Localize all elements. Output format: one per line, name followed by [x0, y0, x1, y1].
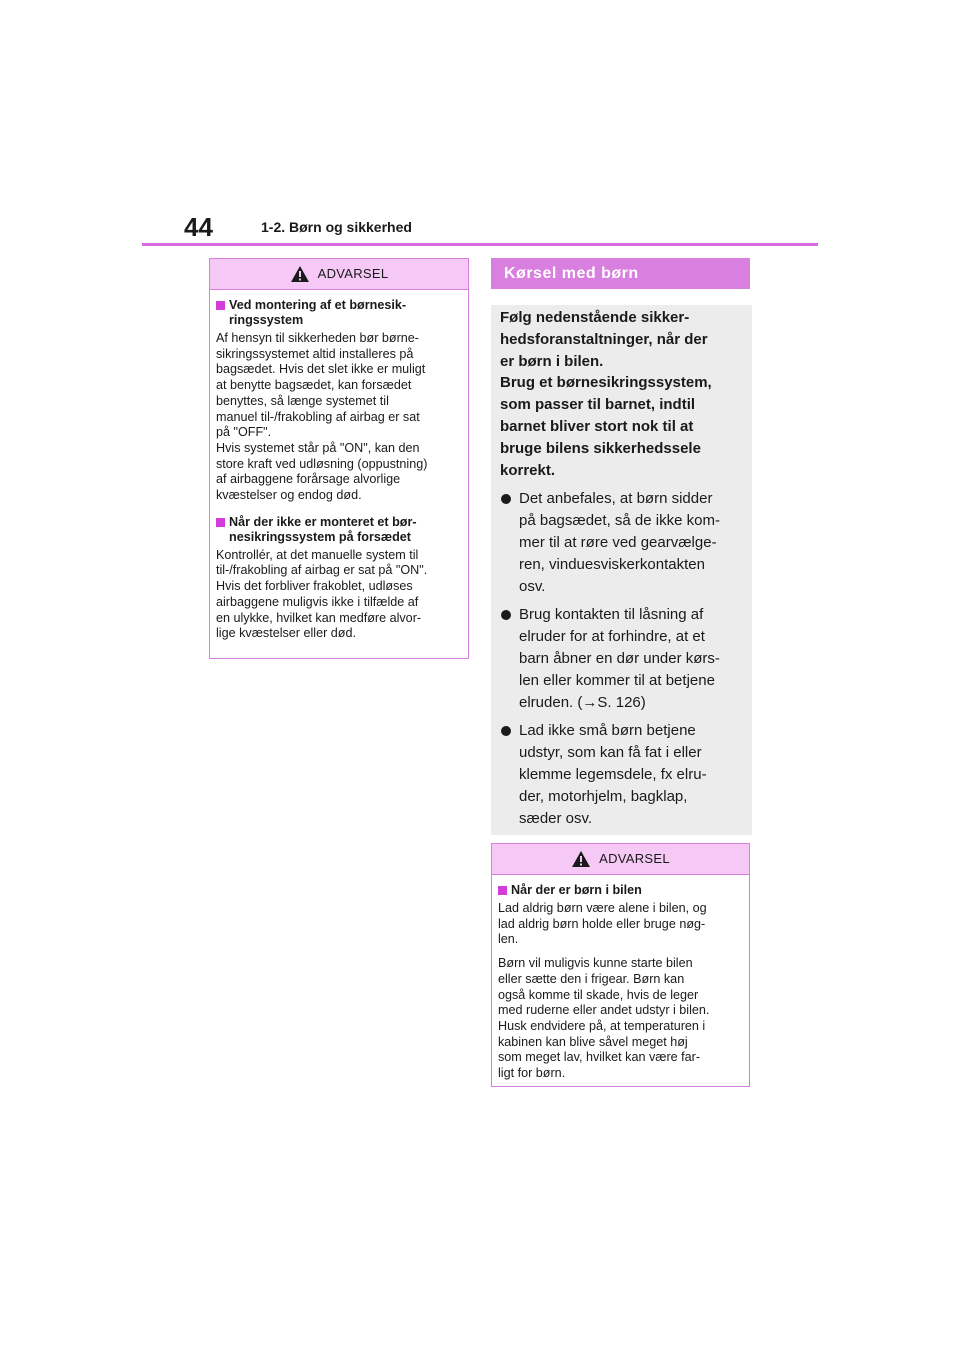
list-item	[500, 488, 742, 597]
bullet-dot-icon	[501, 610, 511, 620]
warning-label: ADVARSEL	[599, 851, 670, 866]
bullet-list	[500, 488, 742, 829]
warning-paragraph: Af hensyn til sikkerheden bør børne- sikringssystemet altid installeres på bagsædet. Hvis det slet ikke er muligt at benytte bagsædet, kan forsædet benyttes, så længe systemet til manuel til-/frakobling af airbag er sat på "OFF". Hvis systemet står på "ON", kan den store kraft ved udløsning (oppustning) af airbaggene forårsage alvorlige kvæstelser og endog død.	[216, 331, 428, 503]
warning-triangle-icon	[290, 265, 310, 283]
warning-header	[210, 259, 468, 290]
bullet-dot-icon	[501, 494, 511, 504]
warning-heading	[216, 298, 462, 328]
warning-heading-text: Ved montering af et børnesik- ringssystem	[229, 298, 407, 327]
intro-text: Følg nedenstående sikker- hedsforanstaltninger, når der er børn i bilen. Brug et børnesikringssystem, som passer til barnet, indtil barnet bliver stort nok til at bruge bilens sikkerhedssele korrekt.	[500, 309, 712, 479]
left-warning-box	[209, 258, 469, 659]
bullet-text: Det anbefales, at børn sidder på bagsædet, så de ikke kom- mer til at røre ved gearvælge- ren, vinduesviskerkontakten osv.	[519, 490, 720, 595]
square-bullet-icon	[216, 518, 225, 527]
page-number: 44	[184, 212, 213, 242]
topic-title: Kørsel med børn	[491, 258, 750, 289]
square-bullet-icon	[498, 886, 507, 895]
page-reference-link[interactable]: (→S. 126)	[577, 693, 646, 711]
warning-paragraph: Børn vil muligvis kunne starte bilen eller sætte den i frigear. Børn kan også komme til skade, hvis de leger med ruderne eller andet udstyr i bilen. Husk endvidere på, at temperaturen i kabinen kan blive såvel meget høj som meget lav, hvilket kan være far- ligt for børn.	[498, 956, 710, 1081]
info-box	[491, 305, 752, 835]
warning-heading-text: Når der er børn i bilen	[511, 883, 642, 897]
list-item	[500, 604, 742, 713]
bullet-dot-icon	[501, 726, 511, 736]
warning-heading-text: Når der ikke er monteret et bør- nesikringssystem på forsædet	[229, 514, 417, 544]
warning-heading	[216, 515, 462, 545]
warning-triangle-icon	[571, 850, 591, 868]
warning-label: ADVARSEL	[317, 266, 389, 281]
list-item	[500, 720, 742, 829]
warning-paragraph: Kontrollér, at det manuelle system til til-/frakobling af airbag er sat på "ON". Hvis det forbliver frakoblet, udløses airbaggene muligvis ikke i tilfælde af en ulykke, hvilket kan medføre alvor- lige kvæstelser eller død.	[216, 547, 428, 641]
bullet-text: Lad ikke små børn betjene udstyr, som kan få fat i eller klemme legemsdele, fx elru- der, motorhjelm, bagklap, sæder osv.	[519, 722, 707, 827]
bullet-text: Brug kontakten til låsning af elruder for at forhindre, at et barn åbner en dør under kørs- len eller kommer til at betjene elruden. (→S. 126)	[519, 606, 720, 711]
section-title: 1-2. Børn og sikkerhed	[261, 219, 412, 235]
warning-paragraph: Lad aldrig børn være alene i bilen, og lad aldrig børn holde eller bruge nøg- len.	[498, 901, 707, 947]
warning-heading	[498, 883, 743, 898]
warning-header	[492, 844, 749, 875]
square-bullet-icon	[216, 301, 225, 310]
right-warning-box	[491, 843, 750, 1087]
header-divider	[142, 243, 818, 246]
